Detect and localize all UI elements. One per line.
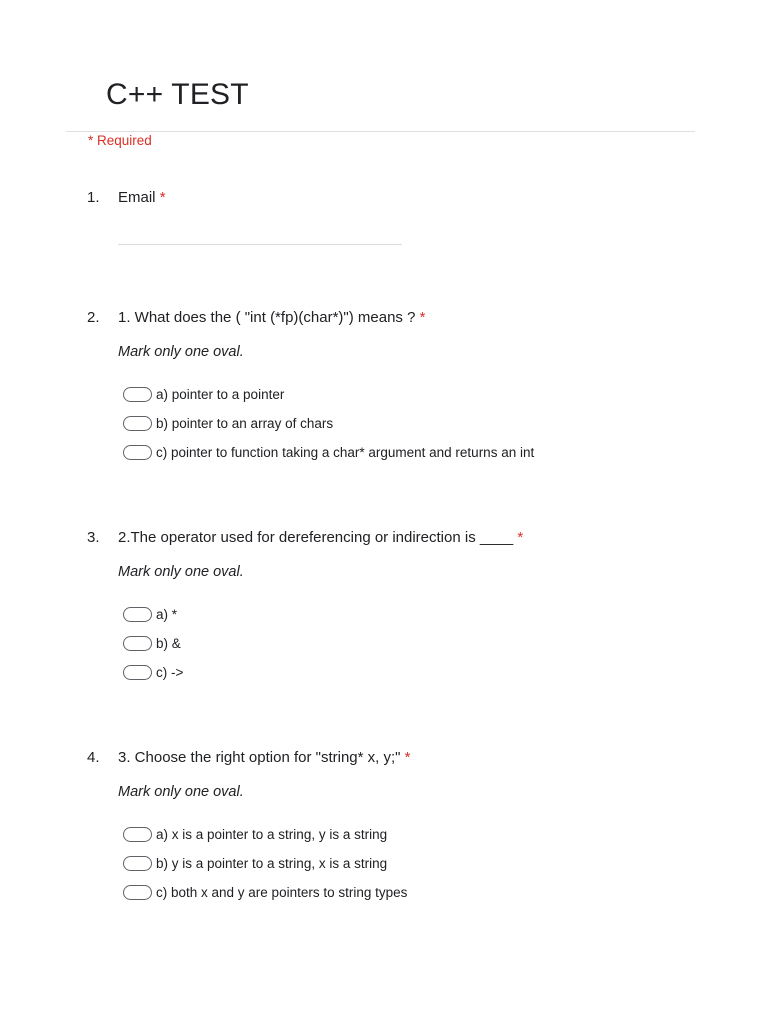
question-text: Email [118, 189, 156, 206]
option-label: b) y is a pointer to a string, x is a string [156, 855, 388, 871]
required-star: * [517, 529, 524, 546]
option-a[interactable] [123, 825, 387, 843]
radio-oval[interactable] [123, 416, 152, 431]
question-title [118, 189, 166, 207]
header-divider [66, 131, 695, 132]
question-text: 3. Choose the right option for "string* x, y;" [118, 749, 401, 766]
radio-oval[interactable] [123, 445, 152, 460]
question-text: 2.The operator used for dereferencing or indirection is ____ [118, 529, 514, 546]
question-number: 2. [87, 309, 100, 326]
required-star: * [404, 749, 411, 766]
option-label: a) pointer to a pointer [156, 386, 285, 402]
form-title: C++ TEST [106, 78, 249, 111]
radio-oval[interactable] [123, 607, 152, 622]
option-a[interactable] [123, 605, 177, 623]
question-title [118, 749, 410, 767]
question-number: 3. [87, 529, 100, 546]
option-c[interactable] [123, 883, 407, 901]
radio-oval[interactable] [123, 827, 152, 842]
option-label: a) * [156, 606, 178, 622]
question-text: 1. What does the ( "int (*fp)(char*)") means ? [118, 309, 416, 326]
instruction-text: Mark only one oval. [118, 784, 244, 800]
required-star: * [159, 189, 166, 206]
radio-oval[interactable] [123, 665, 152, 680]
instruction-text: Mark only one oval. [118, 344, 244, 360]
option-label: b) pointer to an array of chars [156, 415, 334, 431]
question-number: 4. [87, 749, 100, 766]
radio-oval[interactable] [123, 636, 152, 651]
required-note: * Required [88, 133, 152, 148]
option-a[interactable] [123, 385, 284, 403]
question-number: 1. [87, 189, 100, 206]
option-label: c) both x and y are pointers to string types [156, 884, 408, 900]
option-c[interactable] [123, 443, 534, 461]
radio-oval[interactable] [123, 856, 152, 871]
option-label: b) & [156, 635, 181, 651]
radio-oval[interactable] [123, 387, 152, 402]
option-b[interactable] [123, 414, 333, 432]
instruction-text: Mark only one oval. [118, 564, 244, 580]
question-title [118, 529, 523, 547]
email-input[interactable] [118, 244, 402, 245]
radio-oval[interactable] [123, 885, 152, 900]
option-b[interactable] [123, 854, 387, 872]
required-star: * [419, 309, 426, 326]
option-label: c) pointer to function taking a char* argument and returns an int [156, 444, 535, 460]
question-title [118, 309, 425, 327]
option-b[interactable] [123, 634, 181, 652]
option-label: c) -> [156, 664, 184, 680]
option-label: a) x is a pointer to a string, y is a string [156, 826, 388, 842]
option-c[interactable] [123, 663, 183, 681]
